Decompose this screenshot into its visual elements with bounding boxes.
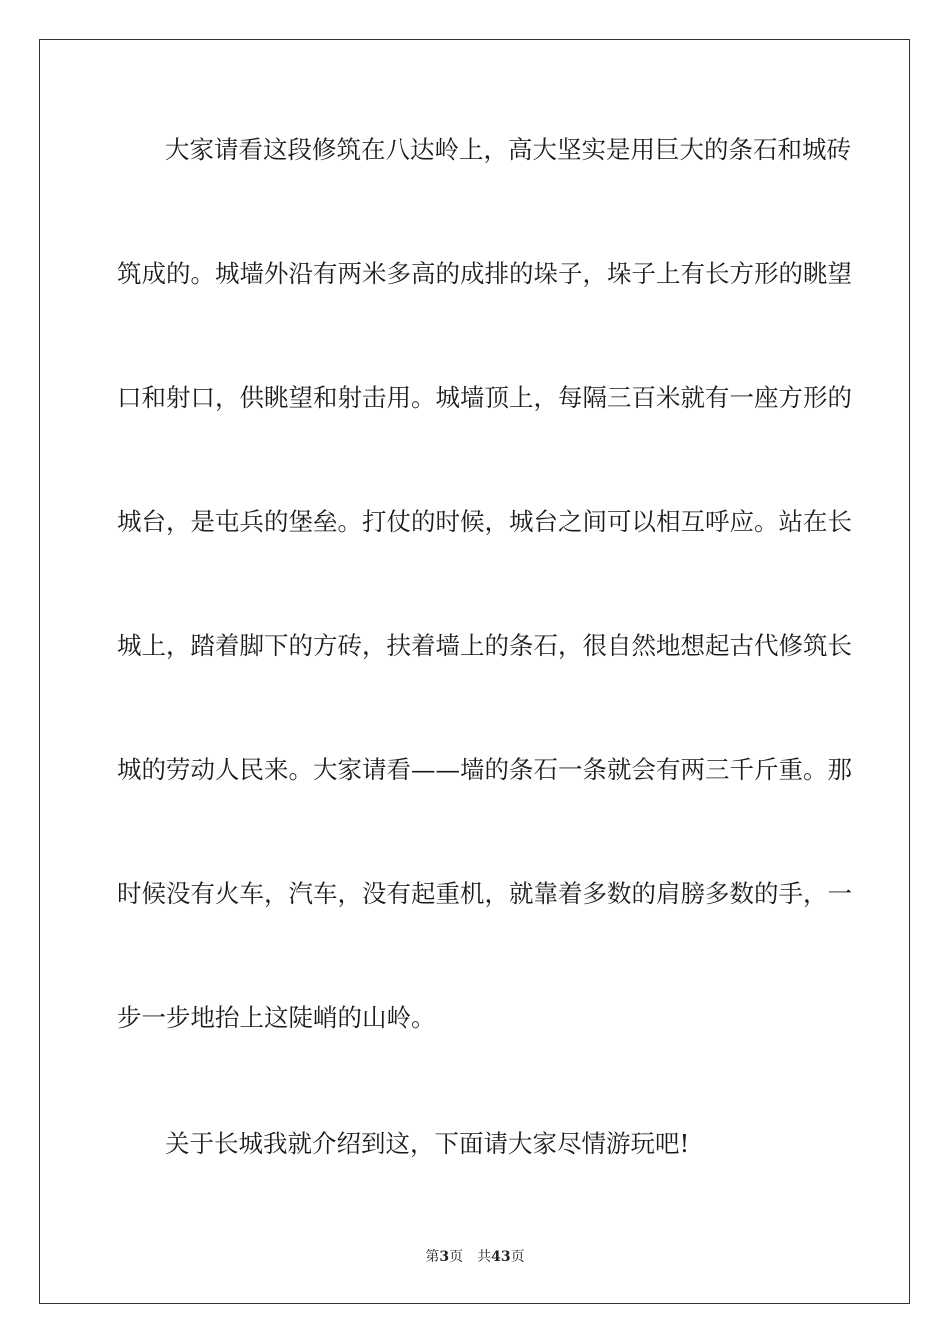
paragraph-1-line-8: 步一步地抬上这陡峭的山岭。 [117,1003,436,1032]
page-footer [0,1247,950,1267]
total-suffix: 页 [510,1249,525,1265]
paragraph-1-line-7: 时候没有火车，汽车，没有起重机，就靠着多数的肩膀多数的手，一 [117,879,852,908]
paragraph-2: 关于长城我就介绍到这，下面请大家尽情游玩吧! [165,1129,690,1158]
paragraph-1-line-5: 城上，踏着脚下的方砖，扶着墙上的条石，很自然地想起古代修筑长 [117,631,852,660]
page-number: 3 [439,1249,450,1265]
total-prefix: 共 [477,1249,492,1265]
paragraph-1-line-1: 大家请看这段修筑在八达岭上，高大坚实是用巨大的条石和城砖 [165,135,851,164]
paragraph-1-line-2: 筑成的。城墙外沿有两米多高的成排的垛子，垛子上有长方形的眺望 [117,259,852,288]
page-border [39,39,910,1304]
paragraph-1-line-4: 城台，是屯兵的堡垒。打仗的时候，城台之间可以相互呼应。站在长 [117,507,852,536]
paragraph-1-line-3: 口和射口，供眺望和射击用。城墙顶上，每隔三百米就有一座方形的 [117,383,852,412]
paragraph-1-line-6: 城的劳动人民来。大家请看——墙的条石一条就会有两三千斤重。那 [117,755,852,784]
page-prefix: 第 [425,1249,440,1265]
page-suffix: 页 [449,1249,464,1265]
total-pages: 43 [491,1249,511,1265]
